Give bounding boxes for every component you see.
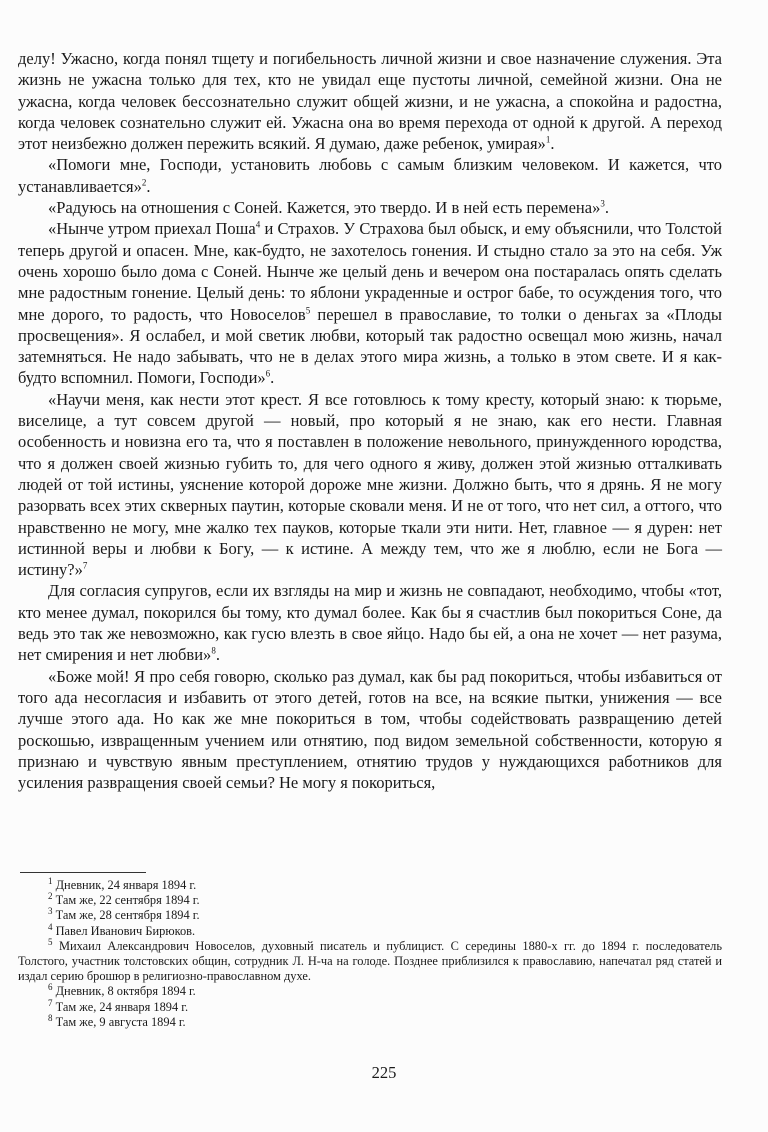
footnote [18,984,722,999]
paragraph-text: и Страхов. У Страхова был обыск, и ему объяснили, что Толстой теперь другой и опасен. Мне, как-будто, не захотелось гонения. И стыдно стало за это на себя. Уж очень хорошо было дома с Соней. Нынче же целый день и вечером она постаралась опять сделать мне радостным гонение. Целый день: то яблони украденные и острог бабе, то осуждения того, что мне дорого, то радость, что Новоселов [18,219,722,324]
footnote-ref: 6 [265,368,271,379]
main-text [18,48,722,793]
footnote-number: 2 [48,891,53,902]
paragraph-text: . [215,645,220,665]
footnotes [18,875,722,1030]
paragraph [18,48,722,154]
paragraph [18,197,722,218]
paragraph-text: «Научи меня, как нести этот крест. Я все готовлюсь к тому кресту, который знаю: к тюрьме, виселице, а тут совсем другой — новый, про который я не знаю, как его нести. Главная особенность и новизна его та, что я поставлен в положение невольного, принужденного юродства, что я должен своей жизнью губить то, для чего одного я живу, должен этой жизнью отталкивать людей от той истины, уяснение которой дороже мне жизни. Должно быть, что я дрянь. Я не могу разорвать всех этих скверных паутин, которые сковали меня. И не от того, что нет сил, а оттого, что нравственно не могу, мне жалко тех пауков, которые ткали эти нити. Нет, главное — я дурен: нет истинной веры и любви к Богу, — к истине. А между тем, что же я люблю, если не Бога — истину?» [18,389,722,580]
footnote-number: 8 [48,1012,53,1023]
footnote-ref: 7 [82,560,88,571]
footnote-number: 5 [48,936,53,947]
footnote-text: Михаил Александрович Новоселов, духовный писатель и публицист. С середины 1880-х гг. до 1894 г. последователь Толстого, участник толстовских общин, сотрудник Л. Н-ча на голоде. Позднее приблизился к православию, напечатал ряд статей и издал серию брошюр в религиозно-православном духе. [18,938,722,984]
paragraph-text: . [146,176,151,196]
footnote [18,908,722,923]
paragraph [18,666,722,794]
paragraph-text: . [550,134,555,154]
paragraph-text: перешел в православие, то толки о деньгах за «Плоды просвещения». Я ослабел, и мой светик любви, который так радостно освещал мою жизнь, начал затемняться. Не надо забывать, что не в делах этого мира жизнь, а только в этом свете. И я как-будто вспомнил. Помоги, Господи» [18,304,722,388]
footnote-ref: 2 [141,177,147,188]
footnote-number: 3 [48,906,53,917]
footnote [18,893,722,908]
footnote-text: Там же, 22 сентября 1894 г. [55,893,200,908]
footnote-text: Там же, 24 января 1894 г. [55,999,189,1014]
paragraph [18,580,722,665]
paragraph-text: . [270,368,275,388]
footnote-text: Там же, 9 августа 1894 г. [55,1014,186,1029]
paragraph-text: «Радуюсь на отношения с Соней. Кажется, это твердо. И в ней есть перемена» [48,198,601,218]
footnote-text: Там же, 28 сентября 1894 г. [55,908,200,923]
paragraph-text: «Нынче утром приехал Поша [48,219,256,239]
footnote-number: 7 [48,997,53,1008]
paragraph-text: . [604,198,609,218]
footnote-number: 1 [48,875,53,886]
footnote [18,936,722,985]
paragraph [18,389,722,581]
footnote-text: Дневник, 24 января 1894 г. [55,878,197,892]
paragraph [18,218,722,388]
footnote-number: 4 [48,921,53,932]
footnote-ref: 1 [545,134,551,145]
footnote-ref: 5 [305,305,311,316]
paragraph-text: Для согласия супругов, если их взгляды на мир и жизнь не совпадают, необходимо, чтобы «тот, кто менее думал, покорился бы тому, кто думал более. Как бы я счастлив был покориться Соне, да ведь это так же невозможно, как гусю влезть в свое яйцо. Надо бы ей, а она не хочет — нет разума, нет смирения и нет любви» [18,581,722,665]
footnote-divider [20,872,146,873]
footnote [18,997,722,1015]
footnote [18,1012,722,1030]
footnote-ref: 3 [600,198,605,209]
footnote-text: Павел Иванович Бирюков. [55,923,196,938]
footnote-text: Дневник, 8 октября 1894 г. [55,984,196,999]
footnote-ref: 8 [211,645,216,656]
paragraph-text: делу! Ужасно, когда понял тщету и погибельность личной жизни и свое назначение служения. Эта жизнь не ужасна только для тех, кто не увидал еще пустоты личной, семейной жизни. Она не ужасна, когда человек бессознательно служит общей жизни, и не ужасна, а спокойна и радостна, когда человек сознательно служит ей. Ужасна она во время перехода от одной к другой. А переход этот неизбежно должен пережить всякий. Я думаю, даже ребенок, умирая» [18,49,722,154]
footnote-number: 6 [48,982,53,993]
paragraph [18,154,722,197]
footnote [18,921,722,939]
page-number: 225 [371,1063,397,1082]
paragraph-text: «Боже мой! Я про себя говорю, сколько раз думал, как бы рад покориться, чтобы избавиться от того ада несогласия и избавить от этого детей, готов на все, на всякие пытки, унижения — все лучше этого ада. Но как же мне покориться в том, чтобы содействовать развращению детей роскошью, извращенным учением или отнятию, под видом земельной собственности, которую я признаю и чувствую явным преступлением, отнятию трудов у нуждающихся работников для усиления развращения своей семьи? Не могу я покориться, [18,666,722,793]
footnote-ref: 4 [255,219,261,230]
paragraph-text: «Помоги мне, Господи, установить любовь с самым близким человеком. И кажется, что устанавливается» [18,155,722,196]
footnote [18,875,722,893]
